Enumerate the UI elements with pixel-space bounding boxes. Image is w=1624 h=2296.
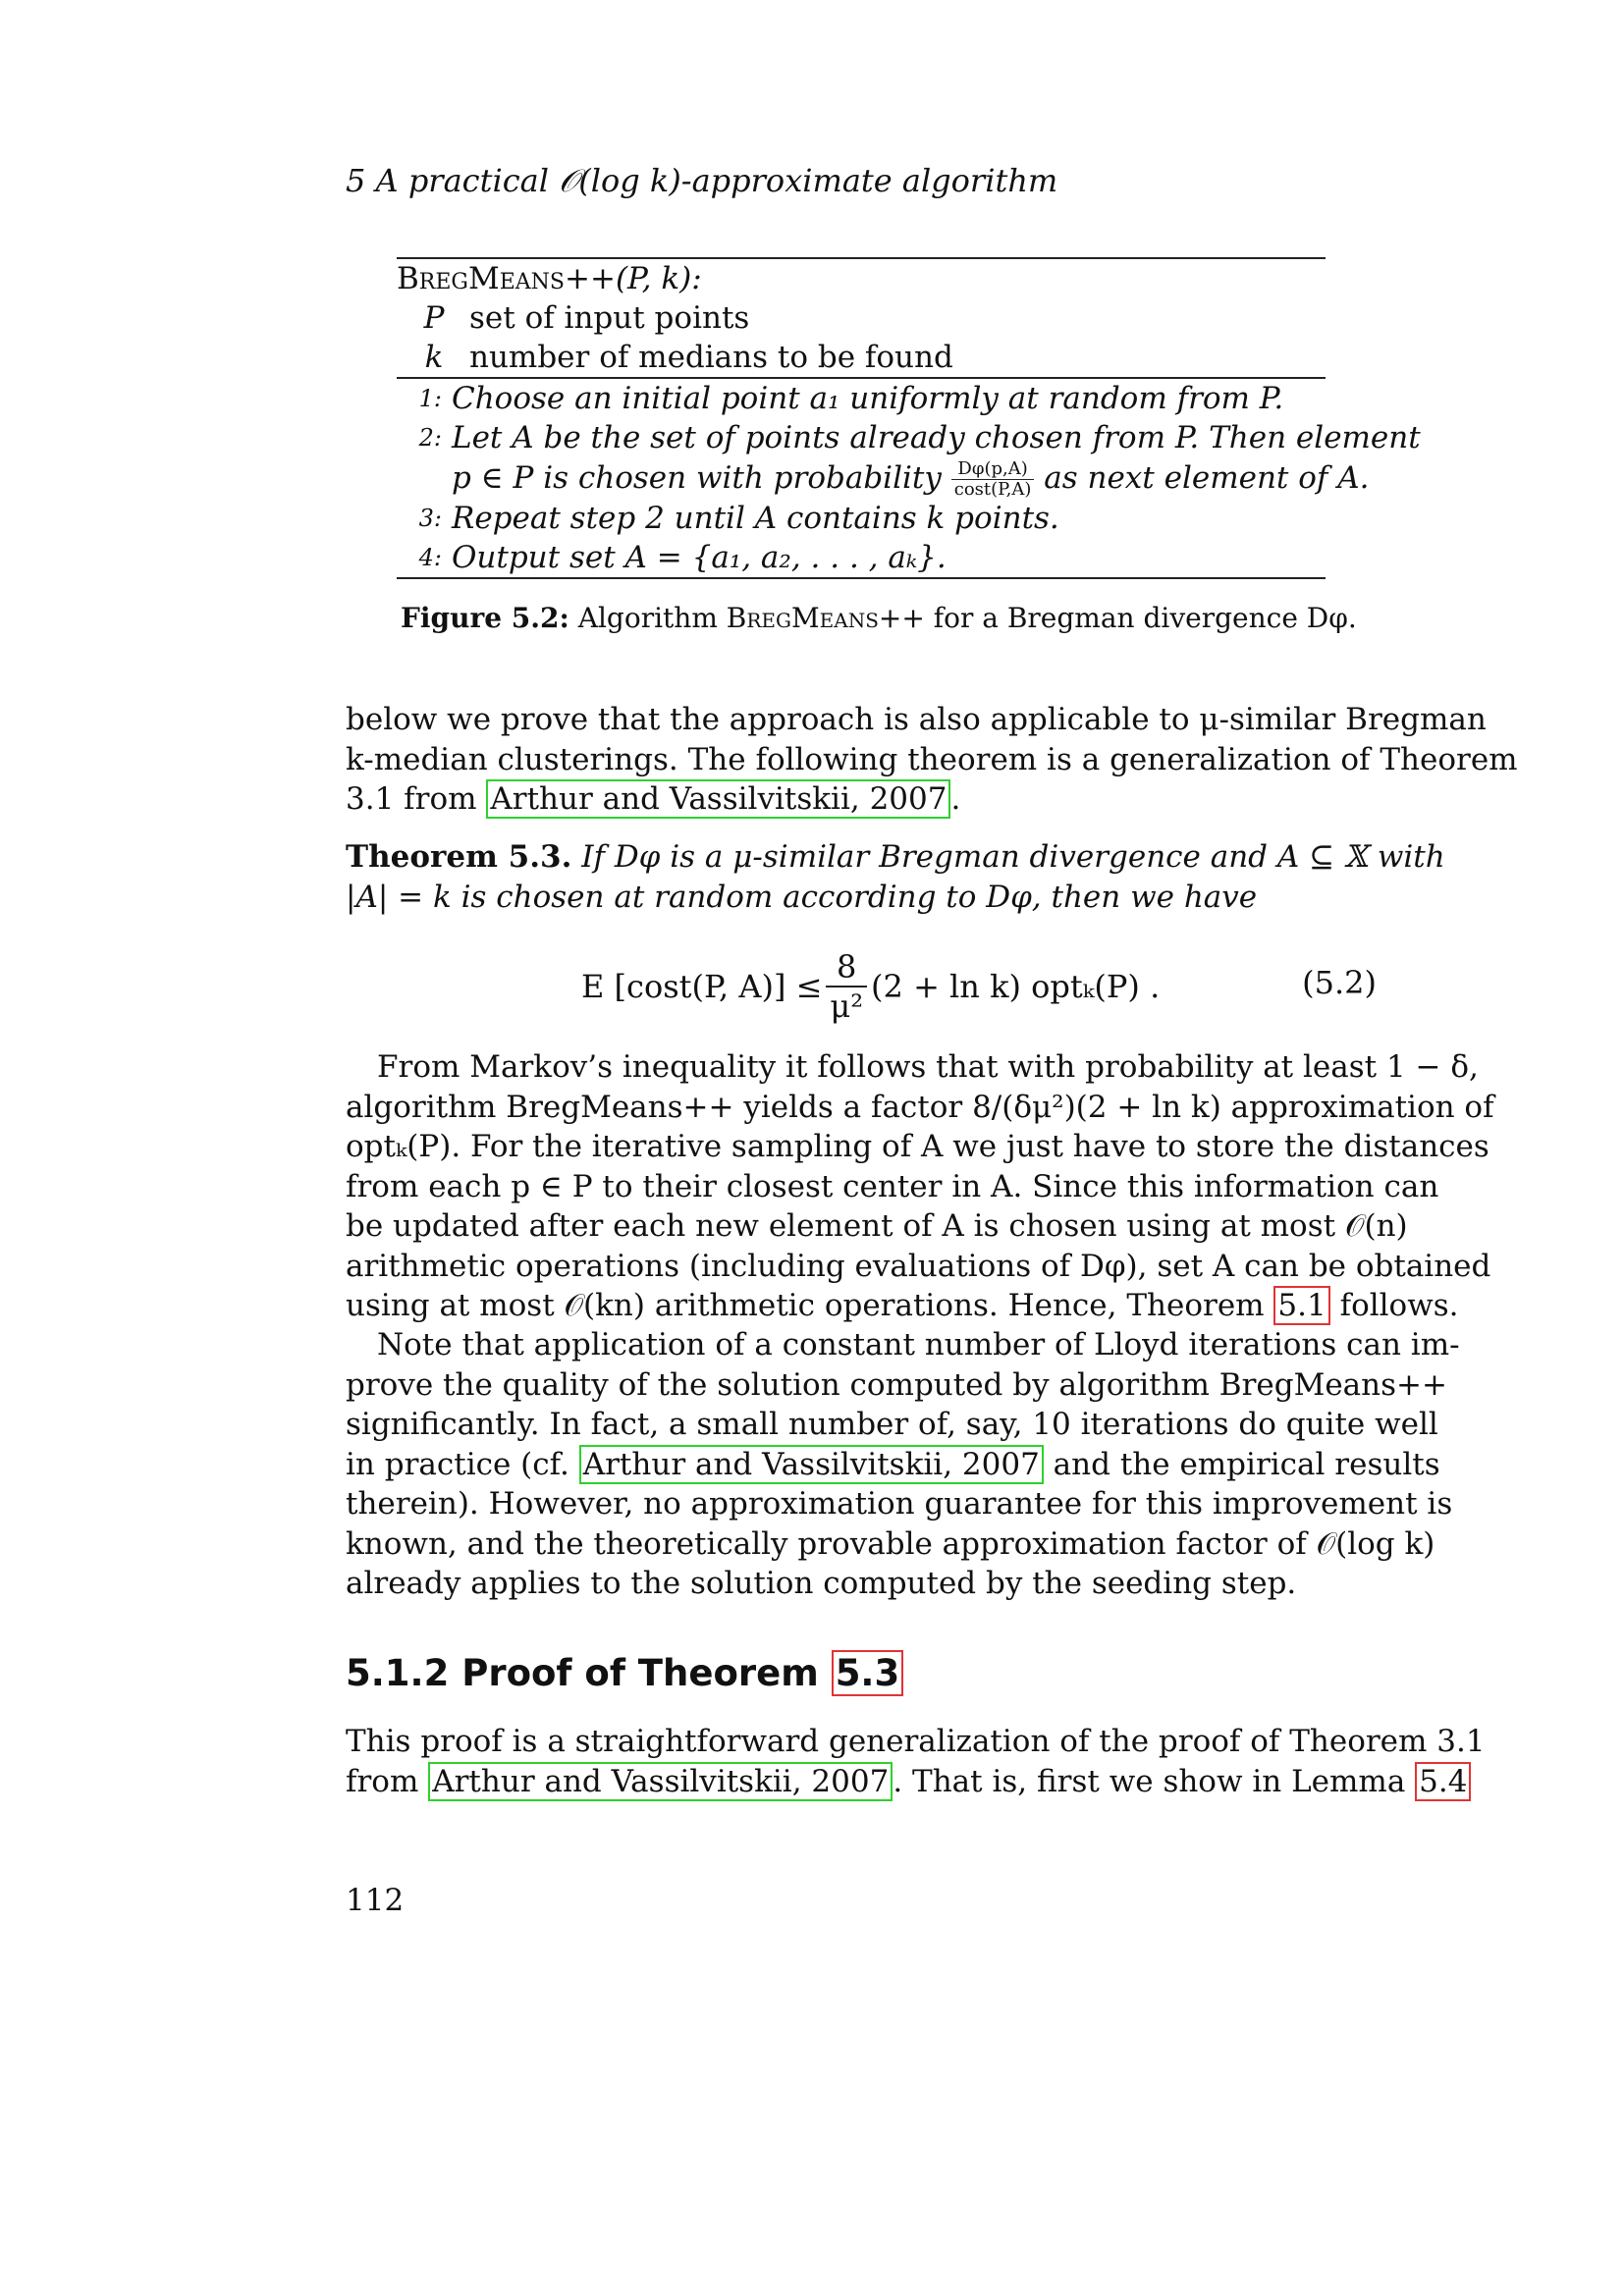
section-heading: 5.1.2 Proof of Theorem 5.3: [346, 1652, 903, 1694]
figure-caption: Figure 5.2: Algorithm BregMeans++ for a Bregman divergence Dφ.: [401, 602, 1357, 634]
text-line: 3.1 from Arthur and Vassilvitskii, 2007 .: [346, 781, 961, 817]
step-number: 2:: [418, 424, 442, 452]
algorithm-param-row: [397, 338, 1326, 377]
text-line: Note that application of a constant number of Lloyd iterations can im-: [377, 1327, 1460, 1362]
text-line: known, and the theoretically provable approximation factor of 𝒪(log k): [346, 1525, 1435, 1562]
text-line: be updated after each new element of A is chosen using at most 𝒪(n): [346, 1208, 1408, 1244]
lemma-ref-link[interactable]: 5.4: [1415, 1762, 1471, 1801]
text-line: already applies to the solution computed by the seeding step.: [346, 1566, 1297, 1601]
paragraph: [346, 1325, 1460, 1604]
text-line: therein). However, no approximation guarantee for this improvement is: [346, 1486, 1453, 1522]
step-text: Choose an initial point a₁ uniformly at random from P.: [452, 381, 1284, 416]
figure-label: Figure 5.2:: [401, 602, 569, 634]
theorem-label: Theorem 5.3.: [346, 839, 572, 875]
page-number: 112: [346, 1883, 405, 1918]
algorithm-step: [397, 379, 1326, 418]
text-line: significantly. In fact, a small number of, say, 10 iterations do quite well: [346, 1407, 1438, 1442]
step-text: Repeat step 2 until A contains k points.: [452, 501, 1059, 536]
step-text: Output set A = {a₁, a₂, . . . , aₖ}.: [452, 540, 947, 575]
text-line: in practice (cf. Arthur and Vassilvitskii, 2007 and the empirical results: [346, 1446, 1440, 1482]
text-line: This proof is a straightforward generalization of the proof of Theorem 3.1: [346, 1724, 1486, 1759]
step-text: p ∈ P is chosen with probability $\frac{D\varphi(p,A)}{\cos t(P,A)}$ as next element of A.: [452, 458, 1370, 500]
step-number: 3:: [418, 505, 442, 532]
theorem: [346, 837, 1445, 917]
step-number: 4:: [418, 544, 442, 571]
algorithm-bottom-rule: [397, 577, 1326, 579]
text-line: Theorem 5.3. If Dφ is a μ-similar Bregman divergence and A ⊆ 𝕏 with: [346, 839, 1445, 875]
equation: E [cost(P, A)] ≤ $\frac{8}{\text{μ²}}$ (2 + ln k) optₖ(P) . (5.2): [581, 948, 1377, 1025]
algorithm-step: [397, 499, 1326, 538]
text-line: |A| = k is chosen at random according to Dφ, then we have: [346, 879, 1258, 915]
algorithm-step: [397, 538, 1326, 577]
theorem-ref-link[interactable]: 5.3: [832, 1650, 904, 1696]
algorithm-step: [397, 418, 1421, 457]
equation-fraction: $\frac{8}{\text{μ²}}$: [826, 948, 867, 1025]
param-description: number of medians to be found: [469, 340, 953, 375]
text-line: from each p ∈ P to their closest center in A. Since this information can: [346, 1168, 1439, 1204]
step-text: Let A be the set of points already chosen from P. Then element: [452, 420, 1421, 455]
text-line: algorithm BregMeans++ yields a factor 8/(δμ²)(2 + ln k) approximation of: [346, 1089, 1494, 1125]
citation-link[interactable]: Arthur and Vassilvitskii, 2007: [486, 779, 950, 819]
text-line: k-median clusterings. The following theorem is a generalization of Theorem: [346, 741, 1518, 777]
probability-fraction: $\frac{D\varphi(p,A)}{\cos t(P,A)}$: [951, 459, 1035, 500]
param-symbol: k: [424, 340, 444, 375]
running-head: 5 A practical 𝒪(log k)-approximate algorithm: [346, 162, 1058, 199]
text-line: optₖ(P). For the iterative sampling of A we just have to store the distances: [346, 1129, 1489, 1164]
text-line: using at most 𝒪(kn) arithmetic operations. Hence, Theorem 5.1 follows.: [346, 1288, 1459, 1323]
text-line: prove the quality of the solution computed by algorithm BregMeans++: [346, 1366, 1447, 1403]
text-line: From Markov’s inequality it follows that with probability at least 1 − δ,: [377, 1049, 1479, 1085]
equation-number: (5.2): [1302, 964, 1377, 1001]
step-number: 1:: [418, 385, 442, 412]
text-line: below we prove that the approach is also applicable to μ-similar Bregman: [346, 702, 1487, 737]
algorithm-header: [397, 259, 1326, 298]
paragraph: [346, 1722, 1486, 1801]
algorithm-title: BregMeans++: [397, 261, 616, 296]
paragraph: [346, 700, 1518, 820]
algorithm-param-row: [397, 298, 1326, 338]
text-line: from Arthur and Vassilvitskii, 2007 . That is, first we show in Lemma 5.4: [346, 1762, 1377, 1802]
citation-link[interactable]: Arthur and Vassilvitskii, 2007: [579, 1445, 1044, 1484]
param-symbol: P: [423, 300, 445, 336]
citation-link[interactable]: Arthur and Vassilvitskii, 2007: [428, 1762, 893, 1801]
param-description: set of input points: [469, 300, 750, 336]
algorithm-args: (P, k):: [615, 261, 702, 296]
algorithm-box: [397, 257, 1421, 579]
theorem-ref-link[interactable]: 5.1: [1273, 1286, 1329, 1325]
text-line: arithmetic operations (including evaluations of Dφ), set A can be obtained: [346, 1248, 1491, 1284]
paragraph: [346, 1047, 1494, 1326]
algorithm-step-continuation: [397, 457, 1370, 500]
